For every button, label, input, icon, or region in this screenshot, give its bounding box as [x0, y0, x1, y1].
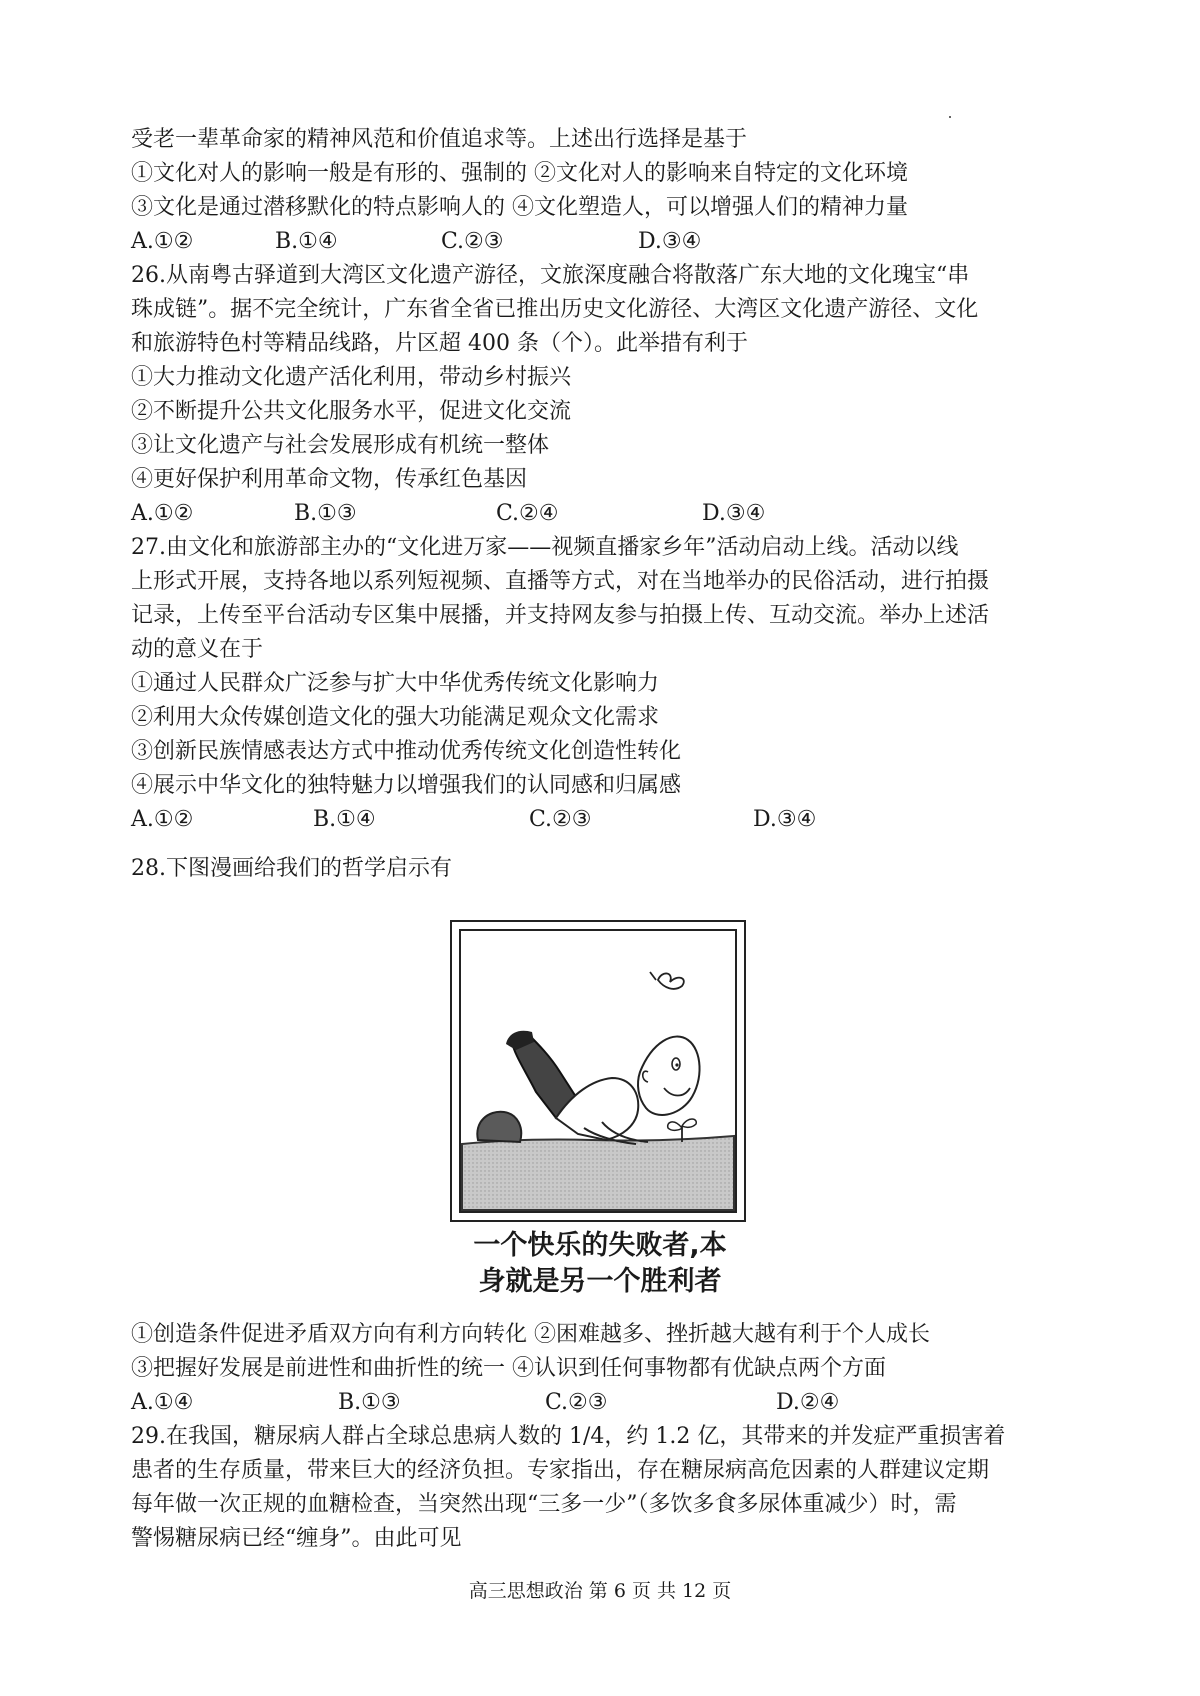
q25-statement-1-2: ①文化对人的影响一般是有形的、强制的 ②文化对人的影响来自特定的文化环境: [131, 161, 908, 186]
q26-statement-2: ②不断提升公共文化服务水平，促进文化交流: [131, 399, 572, 424]
scan-speck: [949, 116, 951, 118]
q25-option-a: A.①②: [131, 229, 194, 254]
cartoon-image: [450, 920, 746, 1222]
q28-stem: 28.下图漫画给我们的哲学启示有: [131, 856, 452, 881]
cartoon-caption-line-1: 一个快乐的失败者,本: [473, 1230, 727, 1261]
q26-stem-3: 和旅游特色村等精品线路，片区超 400 条（个）。此举措有利于: [131, 331, 748, 356]
q26-stem-2: 珠成链”。据不完全统计，广东省全省已推出历史文化游径、大湾区文化遗产游径、文化: [131, 297, 979, 322]
q27-option-b: B.①④: [313, 807, 376, 832]
q26-stem-1: 26.从南粤古驿道到大湾区文化遗产游径，文旅深度融合将散落广东大地的文化瑰宝“串: [131, 263, 970, 288]
q27-statement-3: ③创新民族情感表达方式中推动优秀传统文化创造性转化: [131, 739, 682, 764]
q28-option-b: B.①③: [338, 1390, 401, 1415]
q25-stem-end: 受老一辈革命家的精神风范和价值追求等。上述出行选择是基于: [131, 127, 748, 152]
q26-option-d: D.③④: [702, 501, 766, 526]
q27-statement-2: ②利用大众传媒创造文化的强大功能满足观众文化需求: [131, 705, 660, 730]
q27-option-a: A.①②: [131, 807, 194, 832]
q26-statement-3: ③让文化遗产与社会发展形成有机统一整体: [131, 433, 550, 458]
q25-option-b: B.①④: [275, 229, 338, 254]
q26-statement-4: ④更好保护利用革命文物，传承红色基因: [131, 467, 528, 492]
q26-option-b: B.①③: [294, 501, 357, 526]
q26-option-c: C.②④: [496, 501, 559, 526]
q25-statement-3-4: ③文化是通过潜移默化的特点影响人的 ④文化塑造人，可以增强人们的精神力量: [131, 195, 908, 220]
q29-stem-1: 29.在我国，糖尿病人群占全球总患病人数的 1/4，约 1.2 亿，其带来的并发症严重损害着: [131, 1424, 1006, 1449]
q29-stem-2: 患者的生存质量，带来巨大的经济负担。专家指出，存在糖尿病高危因素的人群建议定期: [131, 1458, 990, 1483]
q28-option-a: A.①④: [131, 1390, 194, 1415]
q29-stem-3: 每年做一次正规的血糖检查，当突然出现“三多一少”（多饮多食多尿体重减少）时，需: [131, 1492, 957, 1517]
q27-statement-4: ④展示中华文化的独特魅力以增强我们的认同感和归属感: [131, 773, 682, 798]
q26-option-a: A.①②: [131, 501, 194, 526]
q25-options: [131, 225, 1091, 259]
cartoon-caption-line-2: 身就是另一个胜利者: [478, 1266, 722, 1297]
q27-stem-1: 27.由文化和旅游部主办的“文化进万家——视频直播家乡年”活动启动上线。活动以线: [131, 535, 959, 560]
q28-option-d: D.②④: [776, 1390, 840, 1415]
q27-options: [131, 803, 1091, 837]
q27-stem-4: 动的意义在于: [131, 637, 264, 662]
q27-option-d: D.③④: [753, 807, 817, 832]
cartoon-drawing: [452, 922, 744, 1220]
q25-option-d: D.③④: [638, 229, 702, 254]
q25-option-c: C.②③: [441, 229, 504, 254]
q26-options: [131, 497, 1091, 531]
q27-statement-1: ①通过人民群众广泛参与扩大中华优秀传统文化影响力: [131, 671, 660, 696]
q27-stem-3: 记录，上传至平台活动专区集中展播，并支持网友参与拍摄上传、互动交流。举办上述活: [131, 603, 990, 628]
q28-statement-1-2: ①创造条件促进矛盾双方向有利方向转化 ②困难越多、挫折越大越有利于个人成长: [131, 1322, 930, 1347]
page-footer: 高三思想政治 第 6 页 共 12 页: [468, 1580, 732, 1602]
q28-options: [131, 1386, 1091, 1420]
q29-stem-4: 警惕糖尿病已经“缠身”。由此可见: [131, 1526, 462, 1551]
q26-statement-1: ①大力推动文化遗产活化利用，带动乡村振兴: [131, 365, 572, 390]
q27-stem-2: 上形式开展，支持各地以系列短视频、直播等方式，对在当地举办的民俗活动，进行拍摄: [131, 569, 990, 594]
q27-option-c: C.②③: [529, 807, 592, 832]
q28-statement-3-4: ③把握好发展是前进性和曲折性的统一 ④认识到任何事物都有优缺点两个方面: [131, 1356, 886, 1381]
q28-option-c: C.②③: [545, 1390, 608, 1415]
